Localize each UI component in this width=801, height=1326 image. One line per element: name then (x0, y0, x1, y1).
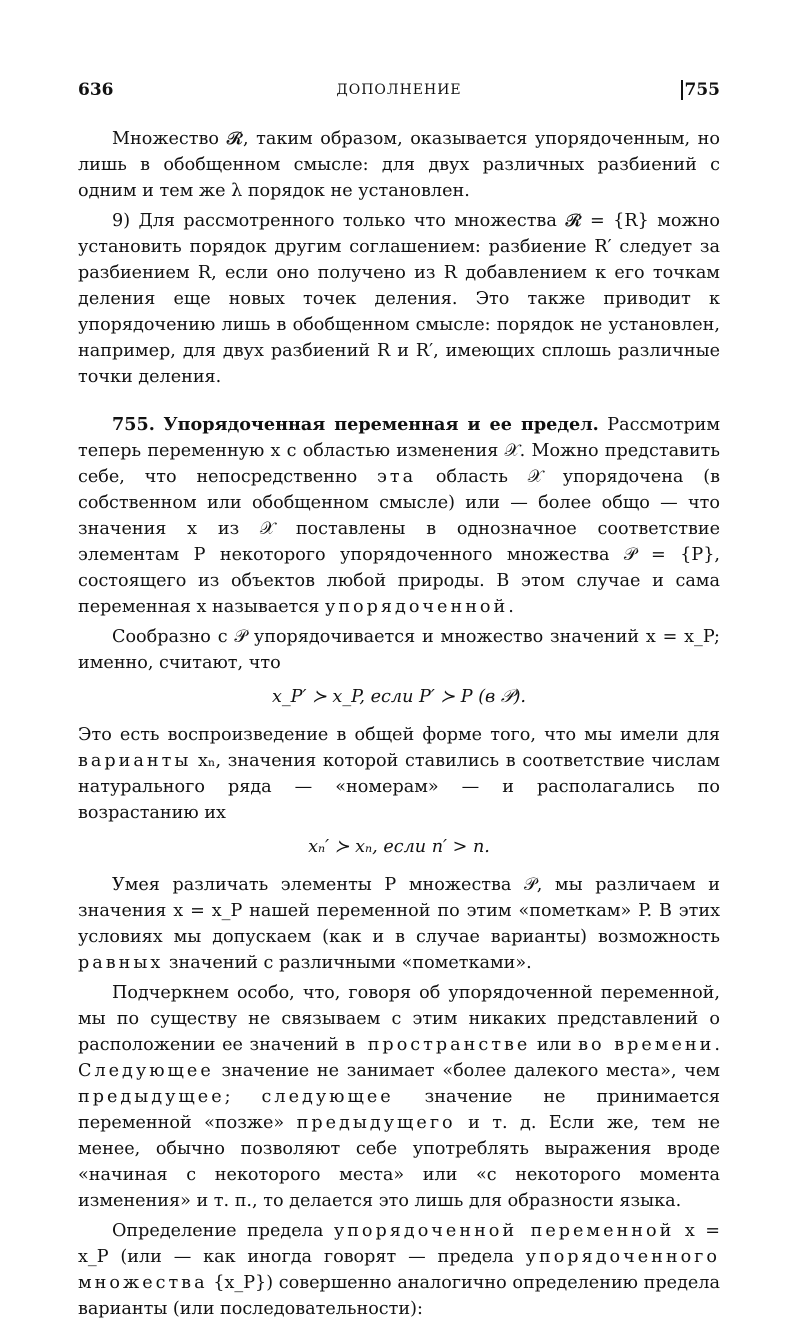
book-page (78, 80, 720, 1326)
paragraph-limit-definition: Определение предела упорядоченной переменной x = x_P (или — как иногда говорят — предела упорядоченного множества {x_P}) совершенно аналогично определению предела варианты (или последовательности): (78, 1221, 720, 1319)
page-header (78, 80, 720, 112)
paragraph-variant-analogy: Это есть воспроизведение в общей форме того, что мы имели для варианты xₙ, значения которой ставились в соответствие числам натурального ряда — «номерам» — и располагались по возрастанию их (78, 725, 720, 823)
paragraph-emphasis: Подчеркнем особо, что, говоря об упорядоченной переменной, мы по существу не связываем с этим никаких представлений о расположении ее значений в пространстве или во времени. Следующее значение не занимает «более далекого места», чем предыдущее; следующее значение не принимается переменной «позже» предыдущего и т. д. Если же, тем не менее, обычно позволяют себе употреблять выражения вроде «начиная с некоторого места» или «с некоторого момента изменения» и т. п., то делается это лишь для образности языка. (78, 983, 720, 1211)
section-number: 755. (112, 414, 155, 435)
formula-order-xp: x_P′ ≻ x_P, если P′ ≻ P (в 𝒫). (271, 687, 527, 707)
paragraph-item-9: 9) Для рассмотренного только что множества 𝓡 = {R} можно установить порядок другим соглашением: разбиение R′ следует за разбиением R, если оно получено из R добавлением к его точкам деления еще новых точек деления. Это также приводит к упорядочению лишь в обобщенном смысле: порядок не установлен, например, для двух разбиений R и R′, имеющих сплошь различные точки деления. (78, 211, 720, 387)
paragraph-ordering-values: Сообразно с 𝒫 упорядочивается и множество значений x = x_P; именно, считают, что (78, 627, 720, 673)
running-title: ДОПОЛНЕНИЕ (336, 82, 462, 98)
paragraph-labels: Умея различать элементы P множества 𝒫, мы различаем и значения x = x_P нашей переменной по этим «пометкам» P. В этих условиях мы допускаем (как и в случае варианты) возможность равных значений с различными «пометками». (78, 875, 720, 973)
section-reference: 755 (681, 80, 721, 100)
formula-order-xn: xₙ′ ≻ xₙ, если n′ > n. (308, 837, 490, 857)
page-body (78, 126, 720, 1322)
paragraph-set-ordering: Множество 𝓡, таким образом, оказывается упорядоченным, но лишь в обобщенном смысле: для двух различных разбиений с одним и тем же λ порядок не установлен. (78, 129, 720, 201)
section-755-intro: 755. Упорядоченная переменная и ее предел. Рассмотрим теперь переменную x с областью изменения 𝒳. Можно представить себе, что непосредственно эта область 𝒳 упорядочена (в собственном или обобщенном смысле) или — более общо — что значения x из 𝒳 поставлены в однозначное соответствие элементам P некоторого упорядоченного множества 𝒫 = {P}, состоящего из объектов любой природы. В этом случае и сама переменная x называется упорядоченной. (78, 414, 721, 617)
page-number: 636 (78, 80, 114, 100)
section-title: Упорядоченная переменная и ее предел. (163, 414, 599, 435)
